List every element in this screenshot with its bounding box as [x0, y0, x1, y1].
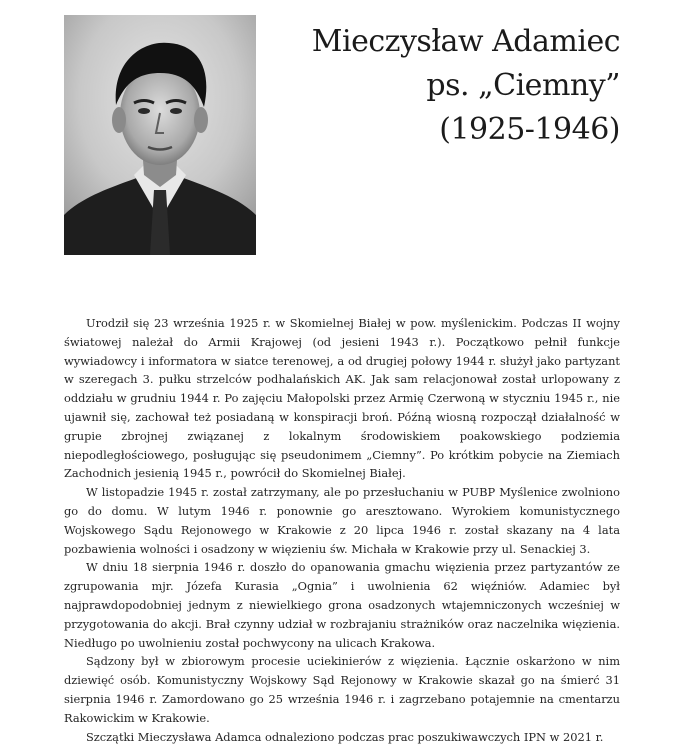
portrait-image: [64, 15, 256, 255]
person-pseudonym: ps. „Ciemny”: [426, 68, 620, 103]
paragraph-2: W listopadzie 1945 r. został zatrzymany, ale po przesłuchaniu w PUBP Myślenice zwolniono go do domu. W lutym 1946 r. ponownie go aresztowano. Wyrokiem komunistycznego Wojskowego Sądu Rejonowego w Krakowie z 20 lipca 1946 r. został skazany na 4 lata pozbawienia wolności i osadzony w więzieniu św. Michała w Krakowie przy ul. Senackiej 3.: [64, 485, 620, 556]
person-years: (1925-1946): [439, 112, 620, 147]
paragraph-3: W dniu 18 sierpnia 1946 r. doszło do opanowania gmachu więzienia przez partyzantów ze zgrupowania mjr. Józefa Kurasia „Ognia” i uwolnienia 62 więźniów. Adamiec był najprawdopodobniej jednym z niewielkiego grona osadzonych wtajemniczonych wcześniej w przygotowania do akcji. Brał czynny udział w rozbrajaniu strażników oraz naczelnika więzienia. Niedługo po uwolnieniu został pochwycony na ulicach Krakowa.: [64, 560, 620, 650]
paragraph-4: Sądzony był w zbiorowym procesie uciekinierów z więzienia. Łącznie oskarżono w nim dziewięć osób. Komunistyczny Wojskowy Sąd Rejonowy w Krakowie skazał go na śmierć 31 sierpnia 1946 r. Zamordowano go 25 września 1946 r. i zagrzebano potajemnie na cmentarzu Rakowickim w Krakowie.: [64, 654, 620, 725]
paragraph-1: Urodził się 23 września 1925 r. w Skomielnej Białej w pow. myślenickim. Podczas II wojny światowej należał do Armii Krajowej (od jesieni 1943 r.). Początkowo pełnił funkcje wywiadowcy i informatora w siatce terenowej, a od drugiej połowy 1944 r. służył jako partyzant w szeregach 3. pułku strzelców podhalańskich AK. Jak sam relacjonował został urlopowany z oddziału w grudniu 1944 r. Po zajęciu Małopolski przez Armię Czerwoną w styczniu 1945 r., nie ujawnił się, zachował też posiadaną w konspiracji broń. Późną wiosną rozpoczął działalność w grupie zbrojnej związanej z lokalnym środowiskiem poakowskiego podziemia niepodległościowego, posługując się pseudonimem „Ciemny”. Po krótkim pobycie na Ziemiach Zachodnich jesienią 1945 r., powrócił do Skomielnej Białej.: [64, 316, 620, 481]
person-name: Mieczysław Adamiec: [311, 24, 620, 59]
biography-text: [64, 314, 620, 746]
paragraph-5: Szczątki Mieczysława Adamca odnaleziono podczas prac poszukiwawczych IPN w 2021 r.: [86, 729, 604, 744]
portrait-photo: [64, 15, 256, 255]
title-block: [312, 20, 620, 152]
